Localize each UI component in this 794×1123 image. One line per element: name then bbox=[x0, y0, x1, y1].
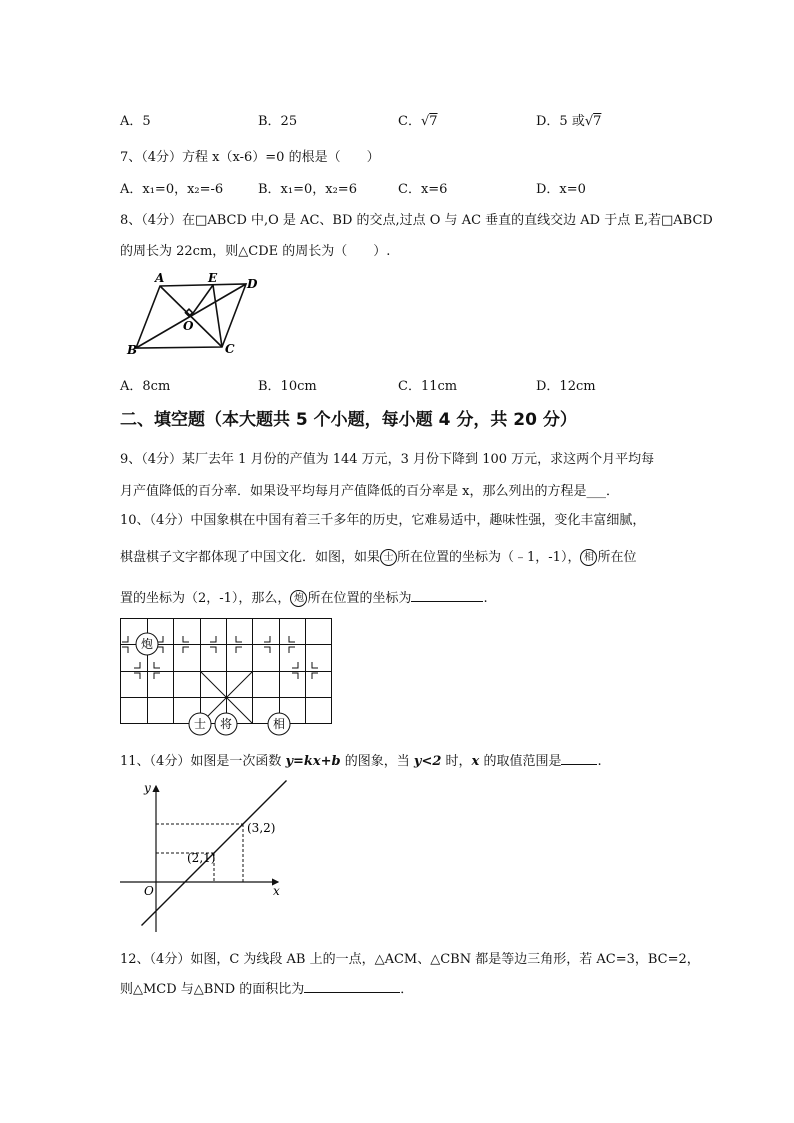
graph-label-x: x bbox=[273, 884, 280, 898]
shi-piece-icon: 士 bbox=[380, 549, 397, 566]
q10-line2-b: 所在位置的坐标为（﹣1，-1）， bbox=[397, 550, 581, 565]
graph-label-y: y bbox=[144, 781, 151, 795]
figure-label-o: O bbox=[183, 319, 194, 333]
q11-text-d: 的取值范围是 bbox=[479, 754, 562, 769]
answer-blank bbox=[411, 589, 483, 602]
q6-option-c bbox=[398, 110, 438, 129]
q12-line1: 12、（4分）如图，C 为线段 AB 上的一点，△ACM、△CBN 都是等边三角形，若 AC=3，BC=2， bbox=[120, 952, 700, 967]
linear-function-graph bbox=[118, 778, 290, 936]
figure-label-b: B bbox=[127, 343, 138, 357]
q9-line1: 9、（4分）某厂去年 1 月份的产值为 144 万元，3 月份下降到 100 万元，求这两个月平均每 bbox=[120, 452, 655, 467]
q6-option-d-label: D．5 或 bbox=[536, 114, 585, 129]
jiang-piece-label: 将 bbox=[219, 717, 233, 731]
point-label-3-2: (3,2) bbox=[247, 821, 276, 835]
pao-piece-label: 炮 bbox=[140, 637, 154, 651]
xiang-piece-icon: 相 bbox=[580, 549, 597, 566]
q8-line1: 8、（4分）在□ABCD 中,O 是 AC、BD 的交点,过点 O 与 AC 垂直的直线交边 AD 于点 E,若□ABCD bbox=[120, 213, 713, 228]
graph-label-origin: O bbox=[144, 884, 154, 898]
sqrt-icon: √ bbox=[420, 114, 430, 129]
sqrt-icon: √ bbox=[584, 114, 594, 129]
q10-line3-b: 所在位置的坐标为 bbox=[307, 591, 412, 606]
q11-variable: x bbox=[471, 754, 480, 769]
q11-text-b: 的图象，当 bbox=[340, 754, 414, 769]
q8-option-d: D．12cm bbox=[536, 379, 596, 394]
q6-option-b: B．25 bbox=[258, 114, 298, 129]
q8-option-c: C．11cm bbox=[398, 379, 458, 394]
q10-line2-c: 所在位 bbox=[597, 550, 637, 565]
q6-option-d-radicand: 7 bbox=[593, 114, 602, 129]
shi-piece-label: 士 bbox=[193, 717, 207, 731]
q10-line2 bbox=[120, 546, 636, 566]
q8-option-b: B．10cm bbox=[258, 379, 317, 394]
q11-text-c: 时， bbox=[441, 754, 472, 769]
q8-option-a: A．8cm bbox=[120, 379, 171, 394]
q11-text: 11、（4分）如图是一次函数 y=kx+b 的图象，当 y<2 时，x 的取值范围是 . bbox=[120, 754, 602, 769]
q7-text: 7、（4分）方程 x（x-6）=0 的根是（ ） bbox=[120, 150, 380, 165]
chess-board-figure bbox=[118, 614, 336, 742]
q11-condition: y<2 bbox=[413, 754, 442, 769]
q10-line3-a: 置的坐标为（2，-1），那么， bbox=[120, 591, 291, 606]
q7-option-d: D．x=0 bbox=[536, 182, 586, 197]
figure-label-a: A bbox=[155, 271, 165, 285]
pao-piece-icon: 炮 bbox=[290, 590, 307, 607]
q7-option-b: B．x₁=0，x₂=6 bbox=[258, 182, 357, 197]
q11-text-a: 11、（4分）如图是一次函数 bbox=[120, 754, 286, 769]
figure-label-d: D bbox=[247, 277, 258, 291]
q6-option-a: A．5 bbox=[120, 114, 151, 129]
point-label-2-1: (2,1) bbox=[187, 851, 216, 865]
q9-line2: 月产值降低的百分率．如果设平均每月产值降低的百分率是 x，那么列出的方程是___． bbox=[120, 484, 619, 499]
q7-option-c: C．x=6 bbox=[398, 182, 448, 197]
figure-label-e: E bbox=[208, 271, 218, 285]
q6-option-c-label: C． bbox=[398, 114, 421, 129]
parallelogram-figure bbox=[122, 270, 272, 360]
q12-line2-text: 则△MCD 与△BND 的面积比为 bbox=[120, 982, 305, 997]
answer-blank bbox=[561, 752, 597, 765]
section-heading: 二、填空题（本大题共 5 个小题，每小题 4 分，共 20 分） bbox=[120, 410, 577, 430]
xiang-piece-label: 相 bbox=[272, 717, 286, 731]
figure-label-c: C bbox=[225, 342, 235, 356]
q6-option-c-radicand: 7 bbox=[429, 114, 438, 129]
q8-line2: 的周长为 22cm，则△CDE 的周长为（ ）. bbox=[120, 244, 391, 259]
q10-line1: 10、（4分）中国象棋在中国有着三千多年的历史，它难易适中，趣味性强，变化丰富细腻， bbox=[120, 513, 646, 528]
q10-line2-a: 棋盘棋子文字都体现了中国文化．如图，如果 bbox=[120, 550, 381, 565]
q6-option-d bbox=[536, 110, 601, 129]
q11-formula: y=kx+b bbox=[285, 754, 341, 769]
q7-option-a: A．x₁=0，x₂=-6 bbox=[120, 182, 224, 197]
answer-blank bbox=[304, 980, 400, 993]
q12-line2: 则△MCD 与△BND 的面积比为 ． bbox=[120, 982, 414, 997]
q10-line3: 置的坐标为（2，-1），那么， 炮 所在位置的坐标为 . bbox=[120, 591, 488, 606]
